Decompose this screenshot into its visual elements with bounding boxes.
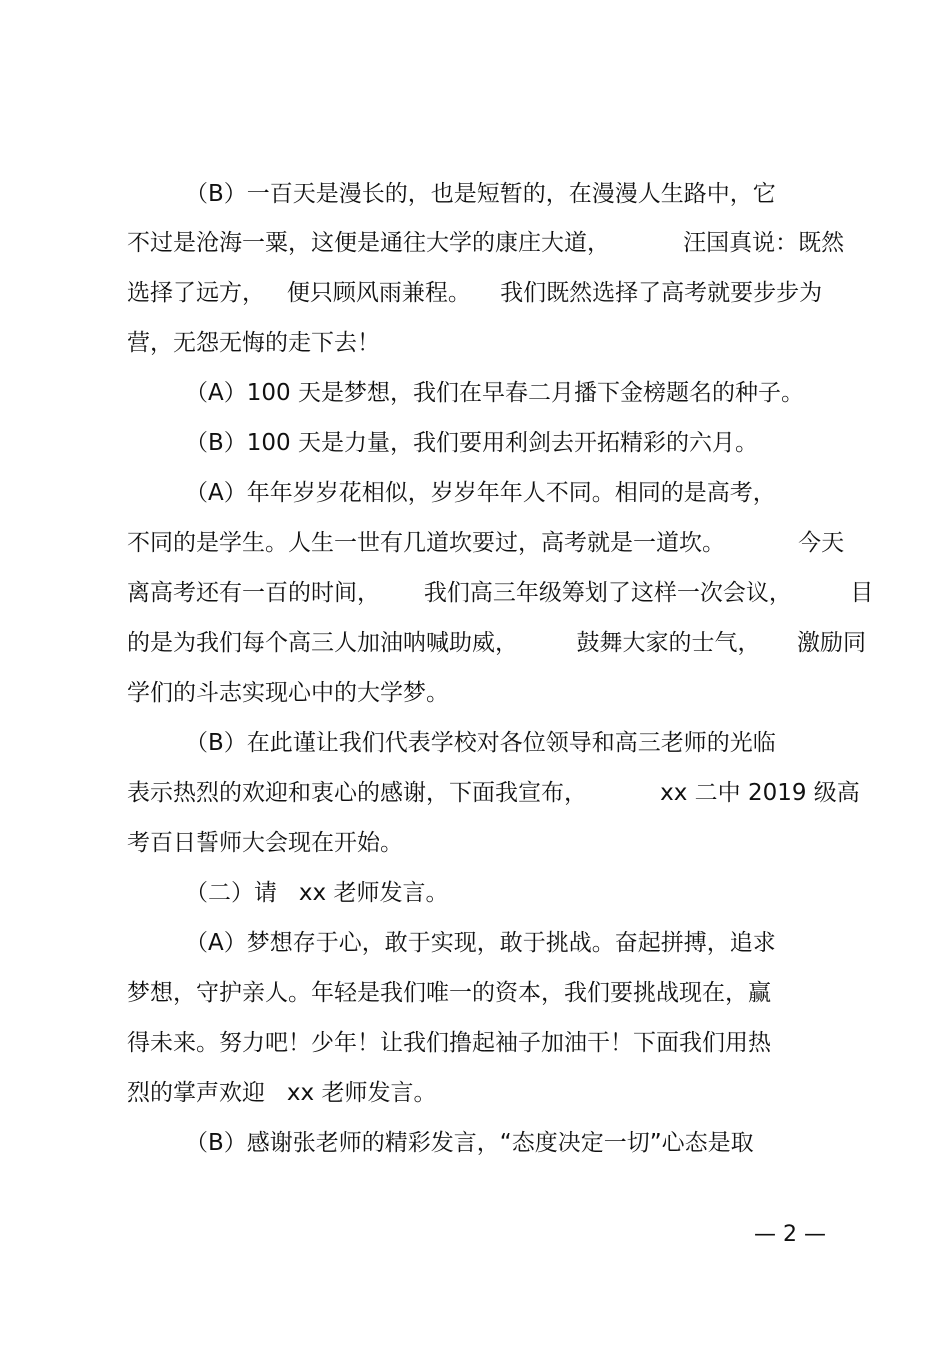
text-line: 考百日誓师大会现在开始。 xyxy=(127,830,403,856)
text-line: 烈的掌声欢迎 xx 老师发言。 xyxy=(127,1080,437,1106)
text-line: （B）在此谨让我们代表学校对各位领导和高三老师的光临 xyxy=(185,730,776,756)
text-line: （B）感谢张老师的精彩发言，“态度决定一切”心态是取 xyxy=(185,1130,754,1156)
page-number: — 2 — xyxy=(754,1222,826,1247)
text-line: 学们的斗志实现心中的大学梦。 xyxy=(127,680,449,706)
text-line: （B）一百天是漫长的，也是短暂的，在漫漫人生路中，它 xyxy=(185,181,776,207)
text-line: 梦想，守护亲人。年轻是我们唯一的资本，我们要挑战现在，赢 xyxy=(127,980,771,1006)
text-line: 的是为我们每个高三人加油呐喊助威， 鼓舞大家的士气， 激励同 xyxy=(127,630,867,656)
text-line: 营，无怨无悔的走下去！ xyxy=(127,330,380,356)
text-line: 不过是沧海一粟，这便是通往大学的康庄大道， 汪国真说：既然 xyxy=(127,230,845,256)
text-line: 选择了远方， 便只顾风雨兼程。 我们既然选择了高考就要步步为 xyxy=(127,280,823,306)
text-line: 表示热烈的欢迎和衷心的感谢，下面我宣布， xx 二中 2019 级高 xyxy=(127,780,860,806)
text-line: （二）请 xx 老师发言。 xyxy=(185,880,449,906)
text-line: 离高考还有一百的时间， 我们高三年级筹划了这样一次会议， 目 xyxy=(127,580,874,606)
text-line: （A）梦想存于心，敢于实现，敢于挑战。奋起拼搏，追求 xyxy=(185,930,776,956)
text-line: 不同的是学生。人生一世有几道坎要过，高考就是一道坎。 今天 xyxy=(127,530,845,556)
text-line: （A）100 天是梦想，我们在早春二月播下金榜题名的种子。 xyxy=(185,380,804,406)
text-line: （B）100 天是力量，我们要用利剑去开拓精彩的六月。 xyxy=(185,430,758,456)
text-line: （A）年年岁岁花相似，岁岁年年人不同。相同的是高考， xyxy=(185,480,776,506)
text-line: 得未来。努力吧！少年！让我们撸起袖子加油干！下面我们用热 xyxy=(127,1030,771,1056)
